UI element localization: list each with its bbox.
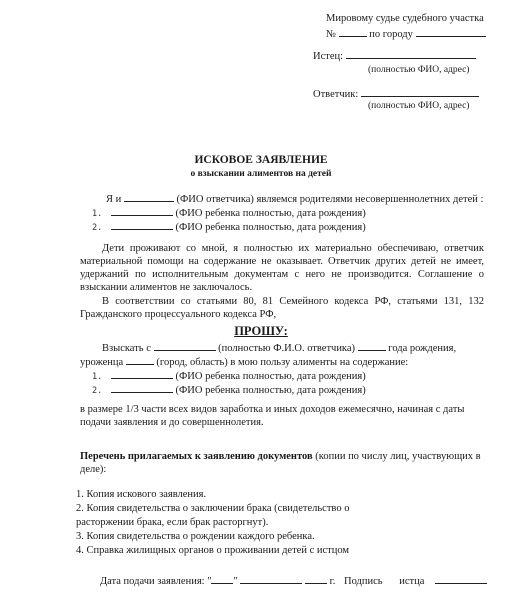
defendant-blank <box>361 86 479 97</box>
paragraph-living: Дети проживают со мной, я полностью их материально обеспечиваю, ответчик материальной помощи на содержание не оказывает. Ответчик других детей не имеет, удержаний по исполнительным документам с него не производится. Соглашение о взыскании алиментов не заключалось. <box>80 243 484 293</box>
addressee-text: Мировому судье судебного участка <box>326 13 484 24</box>
child-hint: (ФИО ребенка полностью, дата рождения) <box>175 385 366 396</box>
plaintiff-word: истца <box>399 576 425 587</box>
request-child-2 <box>92 382 366 398</box>
request-fio-hint: (полностью Ф.И.О. ответчика) <box>218 343 356 354</box>
request-collect: Взыскать с <box>102 343 151 354</box>
court-number-blank <box>339 26 367 37</box>
request-city-hint: (город, область) в мою пользу алименты на содержание: <box>156 357 409 368</box>
amount-text: в размере 1/3 части всех видов заработка и иных доходов ежемесячно, начиная с даты подачи заявления и до совершеннолетия. <box>80 404 465 428</box>
attachment-item: 2. Копия свидетельства о заключении брака (свидетельство о <box>76 503 350 514</box>
defendant-hint: (полностью ФИО, адрес) <box>368 101 470 111</box>
quote-close: " <box>233 576 238 587</box>
intro-line <box>106 191 483 206</box>
city-blank <box>416 26 486 37</box>
addressee-number-line <box>326 26 486 41</box>
request-birth: года рождения, <box>388 343 457 354</box>
attachments-heading-bold: Перечень прилагаемых к заявлению документов <box>80 451 313 462</box>
child-hint: (ФИО ребенка полностью, дата рождения) <box>175 222 366 233</box>
child-hint: (ФИО ребенка полностью, дата рождения) <box>175 208 366 219</box>
footer-line <box>100 573 487 588</box>
plaintiff-blank <box>346 48 476 59</box>
city-blank <box>126 354 154 365</box>
signature-blank <box>435 573 487 584</box>
request-native: уроженца <box>80 357 124 368</box>
child-hint: (ФИО ребенка полностью, дата рождения) <box>175 371 366 382</box>
defendant-line <box>313 86 479 101</box>
number-sign: № <box>326 29 337 40</box>
year-suffix: г. <box>329 576 336 587</box>
defendant-label: Ответчик: <box>313 89 359 100</box>
intro-prefix: Я и <box>106 194 122 205</box>
document-subtitle: о взыскании алиментов на детей <box>190 169 332 179</box>
addressee-line <box>326 12 484 25</box>
request-heading: ПРОШУ: <box>234 324 288 338</box>
year-blank <box>305 573 327 584</box>
document-title: ИСКОВОЕ ЗАЯВЛЕНИЕ <box>194 154 328 166</box>
request-line-2 <box>80 354 408 369</box>
plaintiff-line <box>313 48 476 63</box>
plaintiff-label: Истец: <box>313 51 344 62</box>
month-blank <box>240 573 302 584</box>
attachments-heading-rest: (копии по числу лиц, участвующих в деле): <box>80 451 481 475</box>
plaintiff-hint: (полностью ФИО, адрес) <box>368 65 470 75</box>
child-blank <box>111 382 173 393</box>
attachment-item: 4. Справка жилищных органов о проживании детей с истцом <box>76 545 350 556</box>
child-blank <box>111 205 173 216</box>
attachments-heading <box>80 450 490 476</box>
defendant-name-blank <box>124 191 174 202</box>
attachment-item: расторжении брака, если брак расторгнут). <box>76 517 269 528</box>
child-blank <box>111 368 173 379</box>
attachment-item: 1. Копия искового заявления. <box>76 489 207 500</box>
list-number: 2. <box>92 223 103 233</box>
list-number: 2. <box>92 386 103 396</box>
child-blank <box>111 219 173 230</box>
birth-year-blank <box>358 340 386 351</box>
attachment-item: 3. Копия свидетельства о рождении каждого ребенка. <box>76 531 315 542</box>
intro-hint: (ФИО ответчика) являемся родителями несовершеннолетних детей : <box>176 194 484 205</box>
defendant-fio-blank <box>154 340 216 351</box>
paragraph-legal-basis: В соответствии со статьями 80, 81 Семейного кодекса РФ, статьями 131, 132 Гражданского процессуального кодекса РФ, <box>80 296 484 320</box>
date-label: Дата подачи заявления: " <box>100 576 212 587</box>
day-blank <box>211 573 233 584</box>
intro-child-2 <box>92 219 366 235</box>
list-number: 1. <box>92 372 103 382</box>
request-line-1 <box>102 340 456 355</box>
city-label: по городу <box>369 29 413 40</box>
list-number: 1. <box>92 209 103 219</box>
sign-label: Подпись <box>344 576 383 587</box>
